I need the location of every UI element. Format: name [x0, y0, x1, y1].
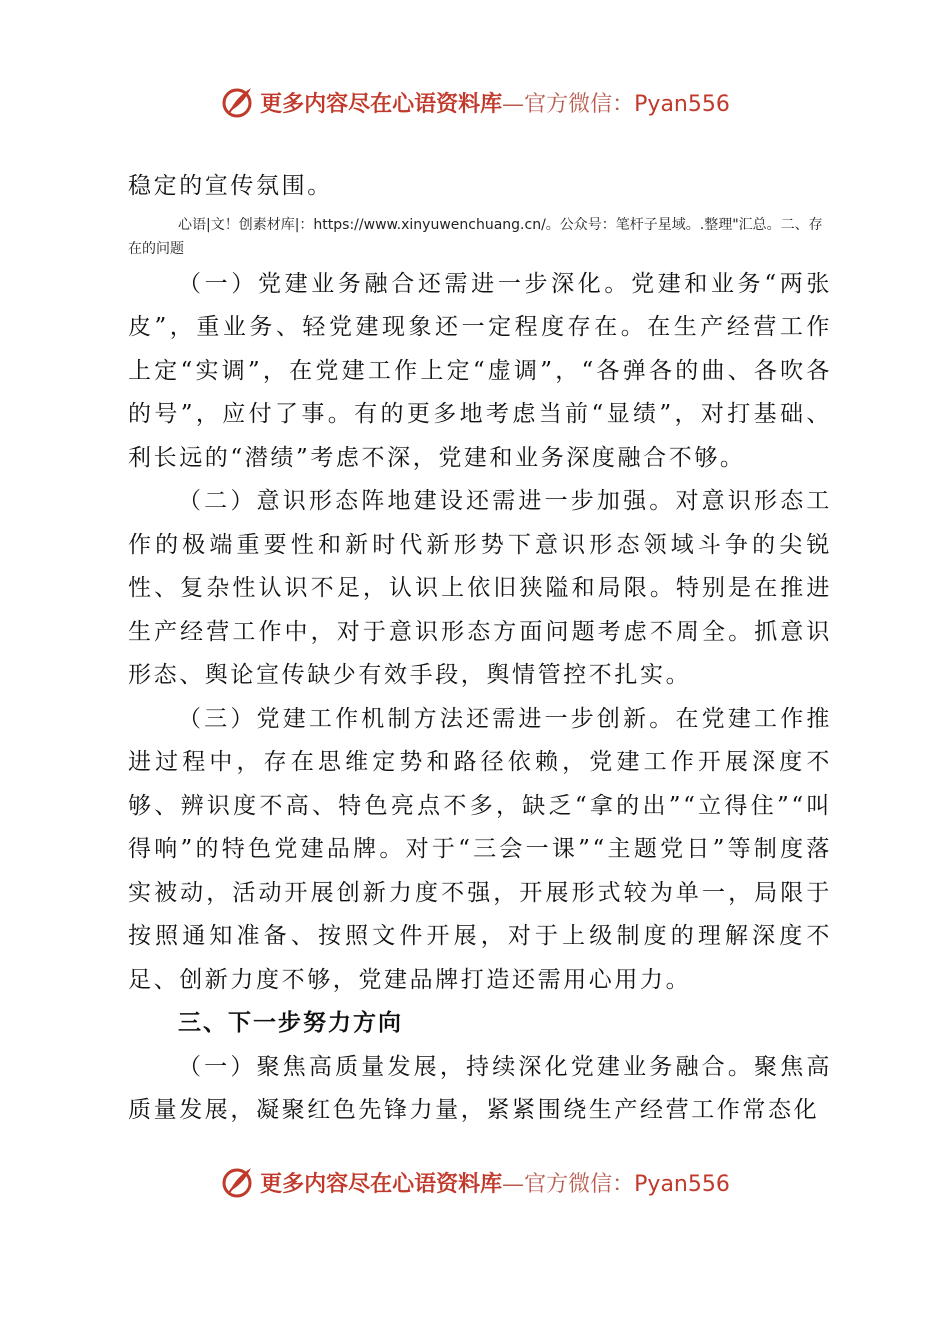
paragraph-continuation: 稳定的宣传氛围。 [128, 173, 333, 199]
header-banner [0, 82, 950, 122]
header-banner-main: 更多内容尽在心语资料库 [260, 90, 503, 117]
footer-banner-main: 更多内容尽在心语资料库 [260, 1170, 503, 1197]
source-note: 心语|文！创素材库|：https://www.xinyuwenchuang.cn/。公众号：笔杆子星域。.整理"汇总。二、存在的问题 [128, 216, 823, 257]
quill-logo-icon [220, 84, 256, 120]
footer-banner-text [260, 1167, 730, 1198]
document-body [128, 165, 832, 1133]
paragraph-issue-2: （二）意识形态阵地建设还需进一步加强。对意识形态工作的极端重要性和新时代新形势下意识形态领域斗争的尖锐性、复杂性认识不足，认识上依旧狭隘和局限。特别是在推进生产经营工作中，对于意识形态方面问题考虑不周全。抓意识形态、舆论宣传缺少有效手段，舆情管控不扎实。 [128, 488, 832, 688]
footer-banner [0, 1162, 950, 1202]
paragraph-direction-1: （一）聚焦高质量发展，持续深化党建业务融合。聚焦高质量发展，凝聚红色先锋力量，紧紧围绕生产经营工作常态化 [128, 1053, 832, 1123]
paragraph-issue-3: （三）党建工作机制方法还需进一步创新。在党建工作推进过程中，存在思维定势和路径依赖，党建工作开展深度不够、辨识度不高、特色亮点不多，缺乏“拿的出”“立得住”“叫得响”的特色党建品牌。对于“三会一课”“主题党日”等制度落实被动，活动开展创新力度不强，开展形式较为单一，局限于按照通知准备、按照文件开展，对于上级制度的理解深度不足、创新力度不够，党建品牌打造还需用心用力。 [128, 705, 832, 993]
footer-banner-dash: —官方微信： [502, 1171, 635, 1197]
quill-logo-icon [220, 1164, 256, 1200]
footer-banner-wechat: Pyan556 [634, 1171, 730, 1197]
header-banner-dash: —官方微信： [502, 91, 635, 117]
header-banner-wechat: Pyan556 [634, 91, 730, 117]
header-banner-text [260, 87, 730, 118]
paragraph-issue-1: （一）党建业务融合还需进一步深化。党建和业务“两张皮”，重业务、轻党建现象还一定程度存在。在生产经营工作上定“实调”，在党建工作上定“虚调”，“各弹各的曲、各吹各的号”，应付了事。有的更多地考虑当前“显绩”，对打基础、利长远的“潜绩”考虑不深，党建和业务深度融合不够。 [128, 270, 832, 471]
section-heading-3: 三、下一步努力方向 [178, 1010, 403, 1036]
